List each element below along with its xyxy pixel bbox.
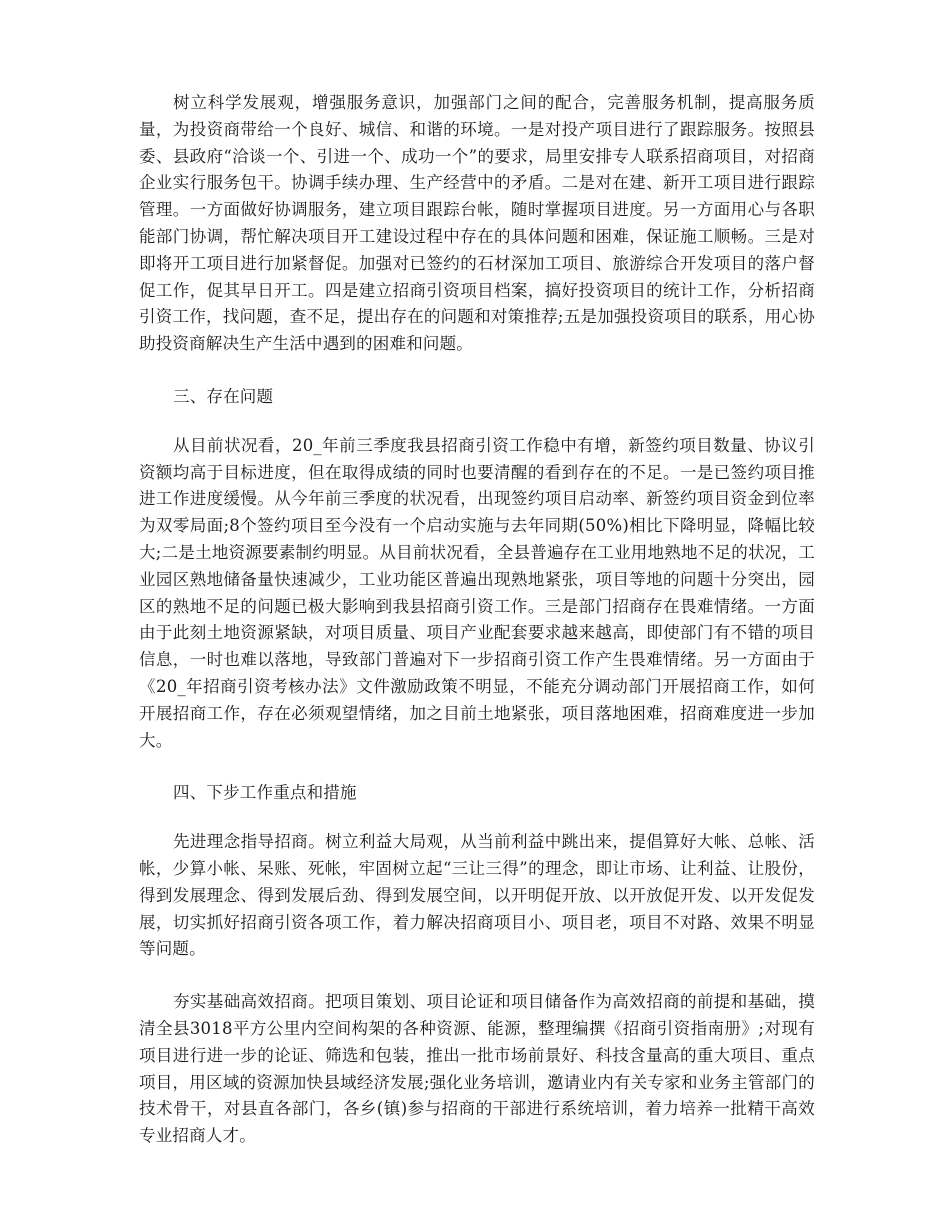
paragraph-concept: 先进理念指导招商。树立利益大局观，从当前利益中跳出来，提倡算好大帐、总帐、活帐，少算小帐、呆账、死帐，牢固树立起“三让三得”的理念，即让市场、让利益、让股份，得到发展理念、得到发展后劲、得到发展空间，以开明促开放、以开放促开发、以开发促发展，切实抓好招商引资各项工作，着力解决招商项目小、项目老，项目不对路、效果不明显等问题。 [139, 832, 815, 959]
section-heading-next-steps: 四、下步工作重点和措施 [173, 783, 357, 803]
document-page [139, 90, 815, 1150]
section-heading-problems: 三、存在问题 [173, 386, 274, 406]
paragraph-problems: 从目前状况看，20_年前三季度我县招商引资工作稳中有增，新签约项目数量、协议引资额均高于目标进度，但在取得成绩的同时也要清醒的看到存在的不足。一是已签约项目推进工作进度缓慢。从今年前三季度的状况看，出现签约项目启动率、新签约项目资金到位率为双零局面;8个签约项目至今没有一个启动实施与去年同期(50%)相比下降明显，降幅比较大;二是土地资源要素制约明显。从目前状况看，全县普遍存在工业用地熟地不足的状况，工业园区熟地储备量快速减少，工业功能区普遍出现熟地紧张，项目等地的问题十分突出，园区的熟地不足的问题已极大影响到我县招商引资工作。三是部门招商存在畏难情绪。一方面由于此刻土地资源紧缺，对项目质量、项目产业配套要求越来越高，即使部门有不错的项目信息，一时也难以落地，导致部门普遍对下一步招商引资工作产生畏难情绪。另一方面由于《20_年招商引资考核办法》文件激励政策不明显，不能充分调动部门开展招商工作，如何开展招商工作，存在必须观望情绪，加之目前土地紧张，项目落地困难，招商难度进一步加大。 [139, 435, 815, 750]
paragraph-foundation: 夯实基础高效招商。把项目策划、项目论证和项目储备作为高效招商的前提和基础，摸清全县3018平方公里内空间构架的各种资源、能源，整理编撰《招商引资指南册》;对现有项目进行进一步的论证、筛选和包装，推出一批市场前景好、科技含量高的重大项目、重点项目，用区域的资源加快县域经济发展;强化业务培训，邀请业内有关专家和业务主管部门的技术骨干，对县直各部门，各乡(镇)参与招商的干部进行系统培训，着力培养一批精干高效专业招商人才。 [139, 992, 815, 1146]
paragraph-service: 树立科学发展观，增强服务意识，加强部门之间的配合，完善服务机制，提高服务质量，为投资商带给一个良好、城信、和谐的环境。一是对投产项目进行了跟踪服务。按照县委、县政府“洽谈一个、引进一个、成功一个”的要求，局里安排专人联系招商项目，对招商企业实行服务包干。协调手续办理、生产经营中的矛盾。二是对在建、新开工项目进行跟踪管理。一方面做好协调服务，建立项目跟踪台帐，随时掌握项目进度。另一方面用心与各职能部门协调，帮忙解决项目开工建设过程中存在的具体问题和困难，保证施工顺畅。三是对即将开工项目进行加紧督促。加强对已签约的石材深加工项目、旅游综合开发项目的落户督促工作，促其早日开工。四是建立招商引资项目档案，搞好投资项目的统计工作，分析招商引资工作，找问题，查不足，提出存在的问题和对策推荐;五是加强投资项目的联系，用心协助投资商解决生产生活中遇到的困难和问题。 [139, 93, 815, 354]
